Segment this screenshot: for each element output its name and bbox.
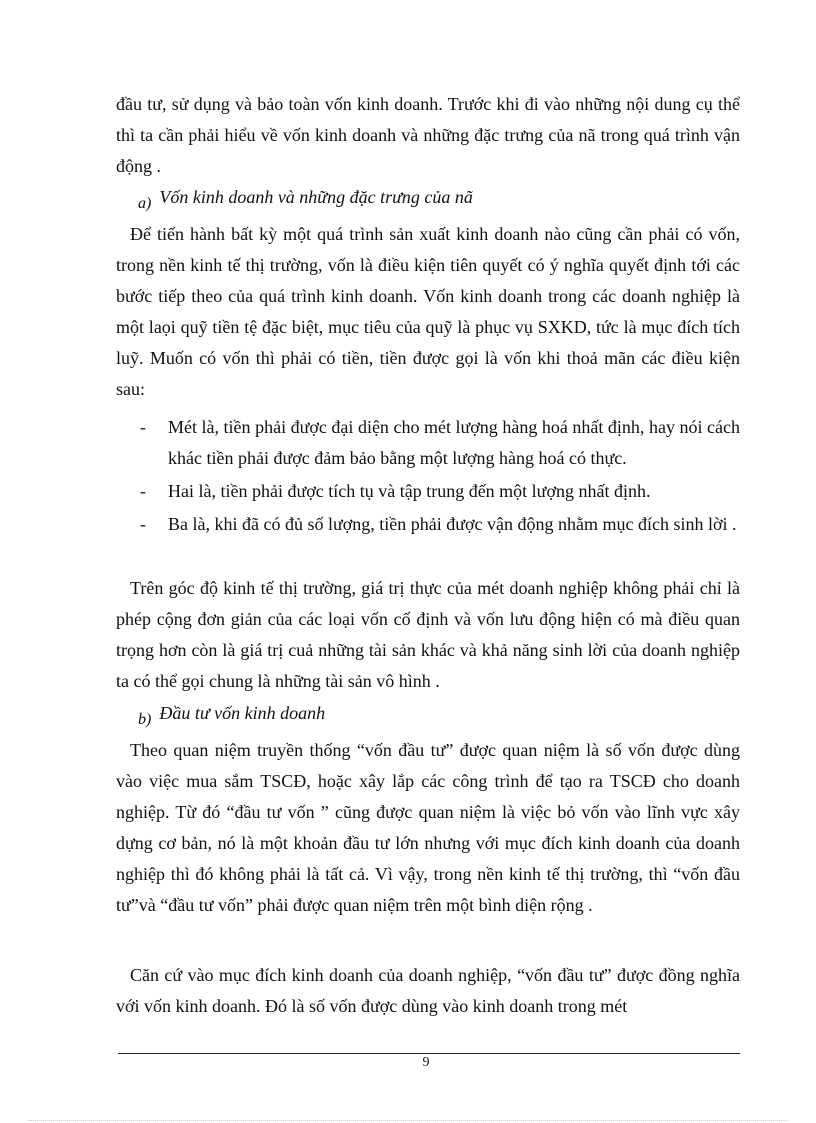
- section-heading-b: [138, 703, 326, 728]
- section-heading-a: [138, 187, 473, 212]
- paragraph-1: Để tiến hành bất kỳ một quá trình sản xuất kinh doanh nào cũng cần phải có vốn, trong nền kinh tế thị trường, vốn là điều kiện tiên quyết có ý nghĩa quyết định tới các bước tiếp theo của quá trình kinh doanh. Vốn kinh doanh trong các doanh nghiệp là một laọi quỹ tiền tệ đặc biệt, mục tiêu của quỹ là phục vụ SXKD, tức là mục đích tích luỹ. Muốn có vốn thì phải có tiền, tiền được gọi là vốn khi thoả mãn các điều kiện sau:: [116, 224, 740, 399]
- heading-a-text: Vốn kinh doanh và những đặc trưng của nã: [159, 187, 473, 207]
- paragraph-4: Căn cứ vào mục đích kinh doanh của doanh nghiệp, “vốn đầu tư” được đồng nghĩa với vốn kinh doanh. Đó là số vốn được dùng vào kinh doanh trong mét: [116, 965, 740, 1016]
- list-item-text: Ba là, khi đã có đủ số lượng, tiền phải được vận động nhằm mục đích sinh lời .: [168, 514, 737, 534]
- page-number: 9: [422, 1055, 430, 1070]
- list-item: [140, 412, 740, 474]
- paragraph-2: Trên góc độ kinh tế thị trường, giá trị thực của mét doanh nghiệp không phải chỉ là phép cộng đơn giản của các loại vốn cố định và vốn lưu động hiện có mà điều quan trọng hơn còn là giá trị cuả những tài sản khác và khả năng sinh lời của doanh nghiệp ta có thể gọi chung là những tài sản vô hình .: [116, 578, 740, 691]
- bullet-dash: -: [140, 514, 146, 534]
- bullet-dash: -: [140, 481, 146, 501]
- heading-a-letter: a): [138, 195, 152, 212]
- list-item: [140, 509, 740, 540]
- footer-divider: [118, 1053, 740, 1054]
- paragraph-3: Theo quan niệm truyền thống “vốn đầu tư” được quan niệm là số vốn được dùng vào việc mua sắm TSCĐ, hoặc xây lắp các công trình để tạo ra TSCĐ cho doanh nghiệp. Từ đó “đầu tư vốn ” cũng được quan niệm là việc bỏ vốn vào lĩnh vực xây dựng cơ bản, nó là một khoản đầu tư lớn nhưng với mục đích kinh doanh của doanh nghiệp thì đó không phải là tất cả. Vì vậy, trong nền kinh tế thị trường, thì “vốn đầu tư”và “đầu tư vốn” phải được quan niệm trên một bình diện rộng .: [116, 740, 740, 915]
- heading-b-text: Đầu tư vốn kinh doanh: [159, 703, 326, 723]
- list-item-text: Mét là, tiền phải được đại diện cho mét lượng hàng hoá nhất định, hay nói cách khác tiền phải được đảm bảo bằng một lượng hàng hoá có thực.: [168, 417, 740, 468]
- list-item: [140, 476, 740, 507]
- paragraph-intro: đầu tư, sử dụng và bảo toàn vốn kinh doanh. Trước khi đi vào những nội dung cụ thể thì ta cần phải hiểu về vốn kinh doanh và những đặc trưng của nã trong quá trình vận động .: [116, 94, 740, 176]
- page-edge: [28, 1120, 788, 1121]
- heading-b-letter: b): [138, 711, 152, 728]
- bullet-dash: -: [140, 417, 146, 437]
- list-item-text: Hai là, tiền phải được tích tụ và tập trung đến một lượng nhất định.: [168, 481, 651, 501]
- condition-list: [140, 412, 740, 542]
